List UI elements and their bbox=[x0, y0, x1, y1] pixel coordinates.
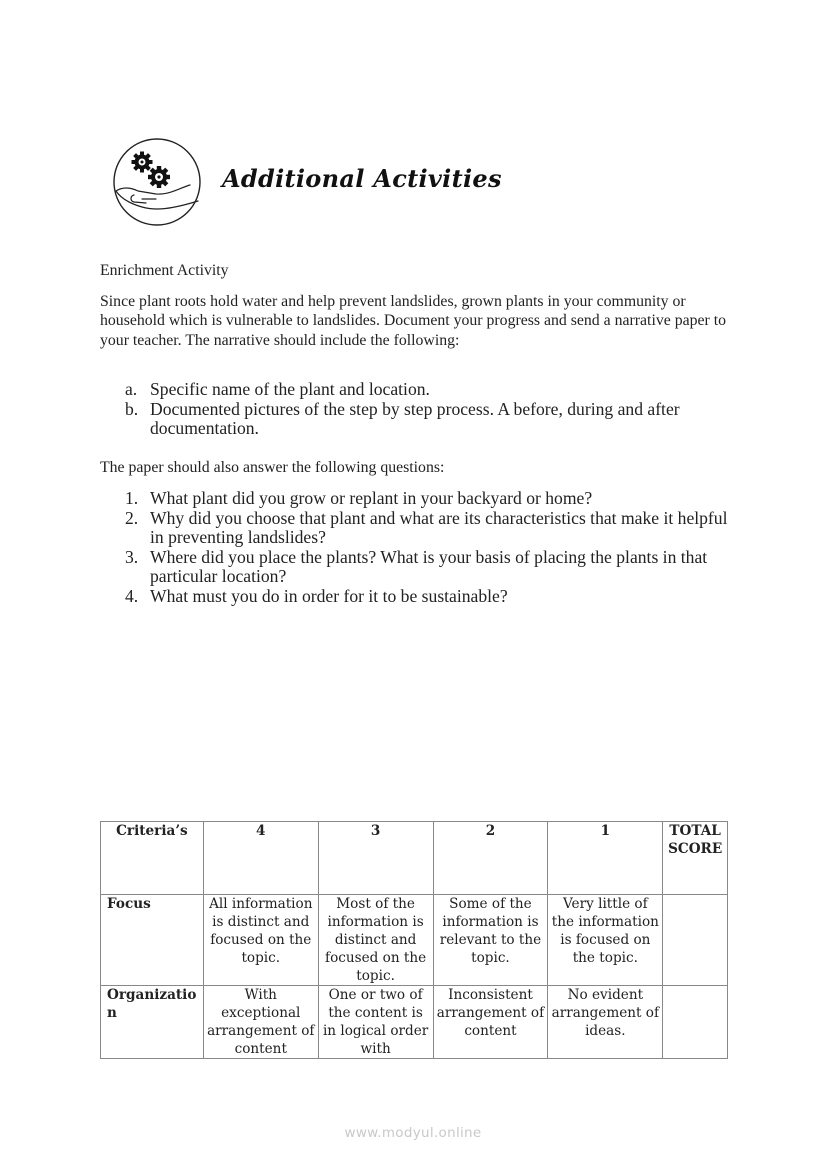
questions-list bbox=[100, 489, 740, 607]
column-header-3: 3 bbox=[318, 822, 433, 895]
page-title: Additional Activities bbox=[222, 164, 502, 193]
table-row bbox=[101, 895, 728, 986]
criteria-cell: Focus bbox=[101, 895, 204, 986]
include-list bbox=[100, 380, 740, 439]
score-2-cell: Inconsistent arrangement of content bbox=[433, 986, 548, 1059]
column-header-total-score: TOTAL SCORE bbox=[663, 822, 728, 895]
criteria-cell: Organization bbox=[101, 986, 204, 1059]
watermark: www.modyul.online bbox=[344, 1125, 482, 1141]
list-item bbox=[100, 548, 740, 587]
column-header-1: 1 bbox=[548, 822, 663, 895]
list-marker: 2. bbox=[125, 507, 139, 528]
list-marker: 1. bbox=[125, 488, 139, 508]
list-item-text: Specific name of the plant and location. bbox=[150, 379, 430, 399]
table-row bbox=[101, 986, 728, 1059]
list-item-text: Documented pictures of the step by step process. A before, during and after documentation. bbox=[150, 398, 680, 439]
score-3-cell: One or two of the content is in logical order with bbox=[318, 986, 433, 1059]
list-item-text: Why did you choose that plant and what are its characteristics that make it helpful in preventing landslides? bbox=[150, 507, 728, 548]
list-item-text: What must you do in order for it to be sustainable? bbox=[150, 585, 508, 606]
list-marker: b. bbox=[125, 398, 139, 419]
list-item bbox=[100, 400, 740, 439]
list-item bbox=[100, 489, 740, 509]
list-item bbox=[100, 587, 740, 607]
score-1-cell: Very little of the information is focused on the topic. bbox=[548, 895, 663, 986]
score-4-cell: With exceptional arrangement of content bbox=[203, 986, 318, 1059]
list-marker: 4. bbox=[125, 585, 139, 606]
score-2-cell: Some of the information is relevant to the topic. bbox=[433, 895, 548, 986]
gears-in-hand-icon bbox=[112, 137, 202, 227]
score-1-cell: No evident arrangement of ideas. bbox=[548, 986, 663, 1059]
list-marker: 3. bbox=[125, 546, 139, 567]
score-4-cell: All information is distinct and focused on the topic. bbox=[203, 895, 318, 986]
rubric-table bbox=[100, 821, 728, 1059]
total-score-cell bbox=[663, 986, 728, 1059]
column-header-4: 4 bbox=[203, 822, 318, 895]
list-item-text: What plant did you grow or replant in your backyard or home? bbox=[150, 488, 593, 508]
questions-intro: The paper should also answer the following questions: bbox=[100, 459, 445, 476]
column-header-2: 2 bbox=[433, 822, 548, 895]
list-item bbox=[100, 509, 740, 548]
section-label: Enrichment Activity bbox=[100, 262, 229, 279]
intro-paragraph: Since plant roots hold water and help prevent landslides, grown plants in your community or household which is vulnerable to landslides. Document your progress and send a narrative paper to your teacher. The narrative should include the following: bbox=[100, 293, 727, 349]
table-header-row bbox=[101, 822, 728, 895]
column-header-criteria: Criteria’s bbox=[101, 822, 204, 895]
score-3-cell: Most of the information is distinct and focused on the topic. bbox=[318, 895, 433, 986]
list-item bbox=[100, 380, 740, 400]
total-score-cell bbox=[663, 895, 728, 986]
list-marker: a. bbox=[125, 379, 138, 399]
list-item-text: Where did you place the plants? What is your basis of placing the plants in that particular location? bbox=[150, 546, 708, 587]
